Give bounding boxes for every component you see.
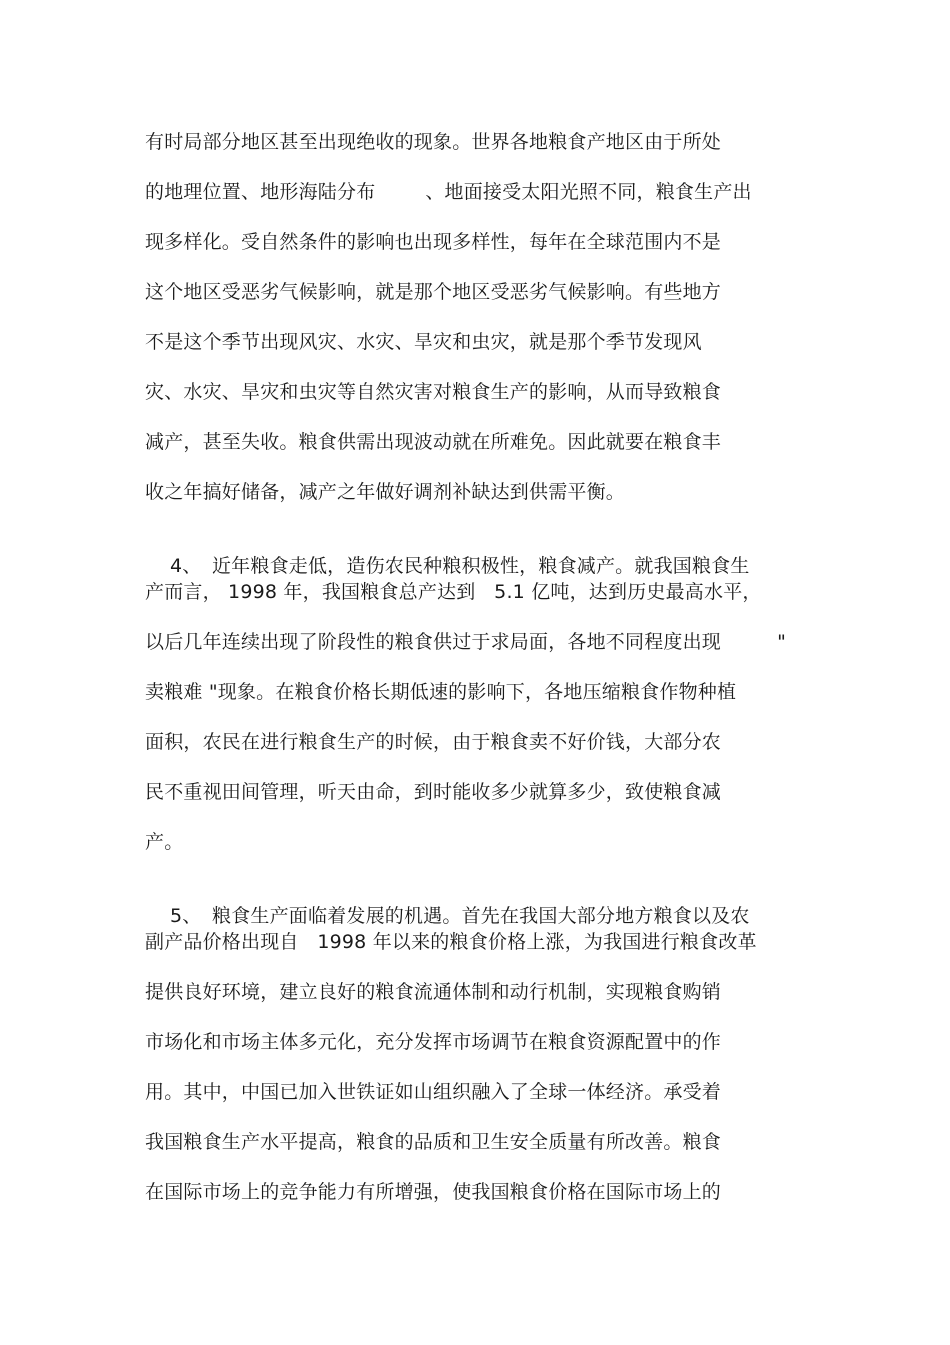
text-line: 有时局部分地区甚至出现绝收的现象。世界各地粮食产地区由于所处 (145, 131, 722, 153)
text-line: 现多样化。受自然条件的影响也出现多样性，每年在全球范围内不是 (145, 231, 722, 253)
item-number: 5、 (169, 905, 202, 927)
text-line: 以后几年连续出现了阶段性的粮食供过于求局面，各地不同程度出现 " (145, 631, 787, 653)
text-line: 市场化和市场主体多元化，充分发挥市场调节在粮食资源配置中的作 (145, 1031, 722, 1053)
text-line: 的地理位置、地形海陆分布 、地面接受太阳光照不同，粮食生产出 (145, 181, 752, 203)
text-line: 产而言， 1998 年，我国粮食总产达到 5.1 亿吨，达到历史最高水平， (145, 581, 762, 603)
text-line: 产。 (145, 831, 184, 853)
text-line: 这个地区受恶劣气候影响，就是那个地区受恶劣气候影响。有些地方 (145, 281, 722, 303)
item-number: 4、 (169, 555, 202, 577)
text-line: 收之年搞好储备，减产之年做好调剂补缺达到供需平衡。 (145, 481, 626, 503)
text-line: 卖粮难 "现象。在粮食价格长期低速的影响下，各地压缩粮食作物种植 (145, 681, 737, 703)
text-line: 在国际市场上的竞争能力有所增强，使我国粮食价格在国际市场上的 (145, 1181, 722, 1203)
text-line: 灾、水灾、旱灾和虫灾等自然灾害对粮食生产的影响，从而导致粮食 (145, 381, 722, 403)
text-line: 民不重视田间管理，听天由命，到时能收多少就算多少，致使粮食减 (145, 781, 722, 803)
text-line: 不是这个季节出现风灾、水灾、旱灾和虫灾，就是那个季节发现风 (145, 331, 702, 353)
item-text: 粮食生产面临着发展的机遇。首先在我国大部分地方粮食以及农 (211, 905, 750, 927)
text-line: 用。其中，中国已加入世铁证如山组织融入了全球一体经济。承受着 (145, 1081, 722, 1103)
text-line: 副产品价格出现自 1998 年以来的粮食价格上涨，为我国进行粮食改革 (145, 931, 757, 953)
text-line: 减产，甚至失收。粮食供需出现波动就在所难免。因此就要在粮食丰 (145, 431, 722, 453)
text-line: 面积，农民在进行粮食生产的时候，由于粮食卖不好价钱，大部分农 (145, 731, 722, 753)
text-line: 我国粮食生产水平提高，粮食的品质和卫生安全质量有所改善。粮食 (145, 1131, 722, 1153)
item-text: 近年粮食走低，造伤农民种粮积极性，粮食减产。就我国粮食生 (211, 555, 750, 577)
text-line: 提供良好环境，建立良好的粮食流通体制和动行机制，实现粮食购销 (145, 981, 722, 1003)
